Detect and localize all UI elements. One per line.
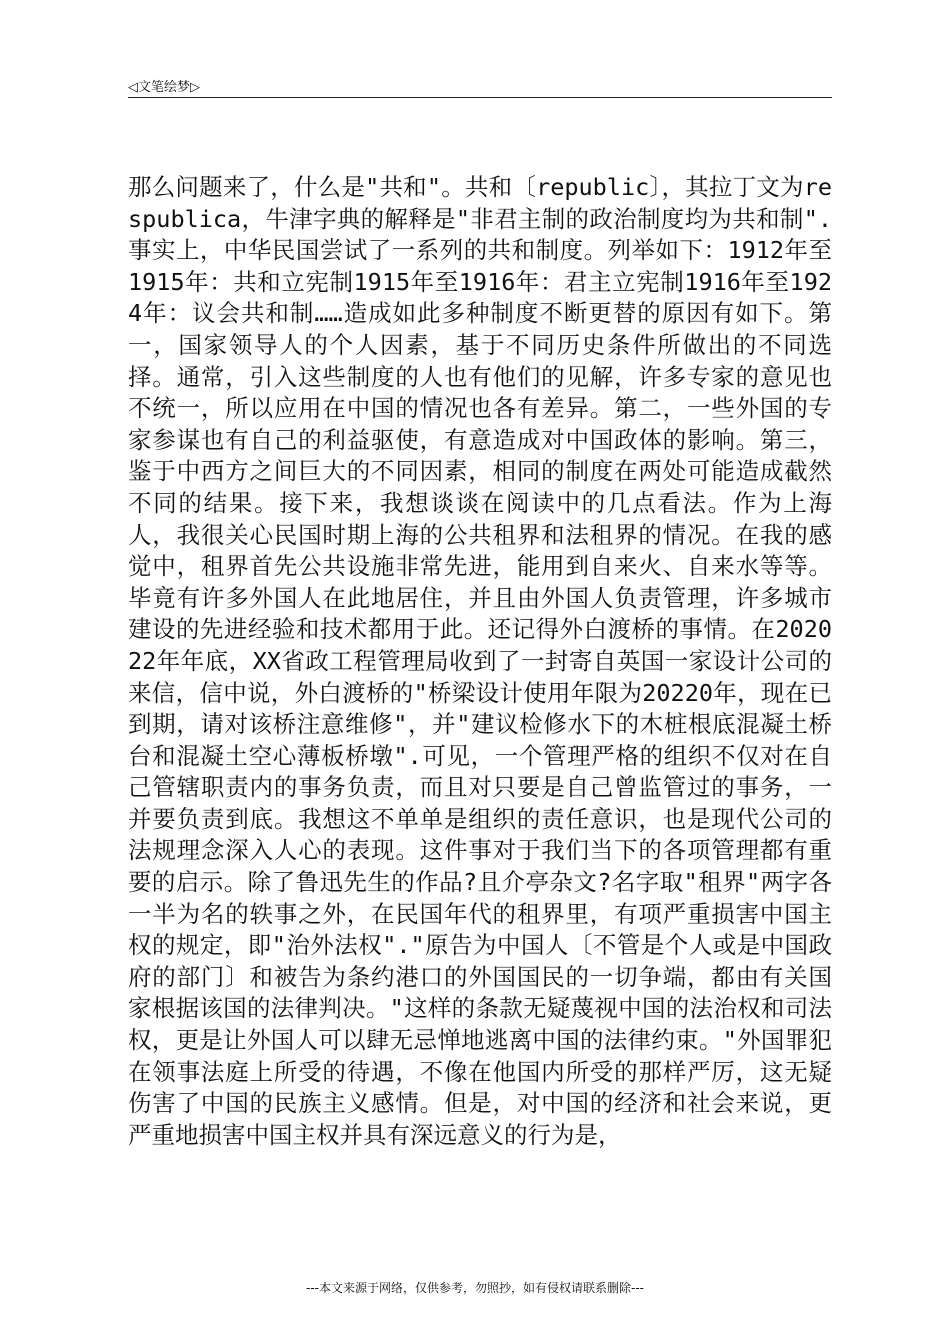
footer-disclaimer: ---本文来源于网络，仅供参考，勿照抄，如有侵权请联系删除--- [306, 1281, 644, 1295]
document-header: ◁文笔绘梦▷ [128, 80, 200, 95]
body-paragraph: 那么问题来了，什么是"共和"。共和〔republic〕，其拉丁文为respublica，牛津字典的解释是"非君主制的政治制度均为共和制".事实上，中华民国尝试了一系列的共和制度。列举如下：1912年至1915年：共和立宪制1915年至1916年：君主立宪制1916年至1924年：议会共和制……造成如此多种制度不断更替的原因有如下。第一，国家领导人的个人因素，基于不同历史条件所做出的不同选择。通常，引入这些制度的人也有他们的见解，许多专家的意见也不统一，所以应用在中国的情况也各有差异。第二，一些外国的专家参谋也有自己的利益驱使，有意造成对中国政体的影响。第三，鉴于中西方之间巨大的不同因素，相同的制度在两处可能造成截然不同的结果。接下来，我想谈谈在阅读中的几点看法。作为上海人，我很关心民国时期上海的公共租界和法租界的情况。在我的感觉中，租界首先公共设施非常先进，能用到自来火、自来水等等。毕竟有许多外国人在此地居住，并且由外国人负责管理，许多城市建设的先进经验和技术都用于此。还记得外白渡桥的事情。在202022年年底，XX省政工程管理局收到了一封寄自英国一家设计公司的来信，信中说，外白渡桥的"桥梁设计使用年限为20220年，现在已到期，请对该桥注意维修"，并"建议检修水下的木桩根底混凝土桥台和混凝土空心薄板桥墩".可见，一个管理严格的组织不仅对在自己管辖职责内的事务负责，而且对只要是自己曾监管过的事务，一并要负责到底。我想这不单单是组织的责任意识，也是现代公司的法规理念深入人心的表现。这件事对于我们当下的各项管理都有重要的启示。除了鲁迅先生的作品?且介亭杂文?名字取"租界"两字各一半为名的轶事之外，在民国年代的租界里，有项严重损害中国主权的规定，即"治外法权"."原告为中国人〔不管是个人或是中国政府的部门〕和被告为条约港口的外国国民的一切争端，都由有关国家根据该国的法律判决。"这样的条款无疑蔑视中国的法治权和司法权，更是让外国人可以肆无忌惮地逃离中国的法律约束。"外国罪犯在领事法庭上所受的待遇，不像在他国内所受的那样严厉，这无疑伤害了中国的民族主义感情。但是，对中国的经济和社会来说，更严重地损害中国主权并具有深远意义的行为是， [128, 173, 832, 1149]
header-divider [128, 97, 832, 98]
